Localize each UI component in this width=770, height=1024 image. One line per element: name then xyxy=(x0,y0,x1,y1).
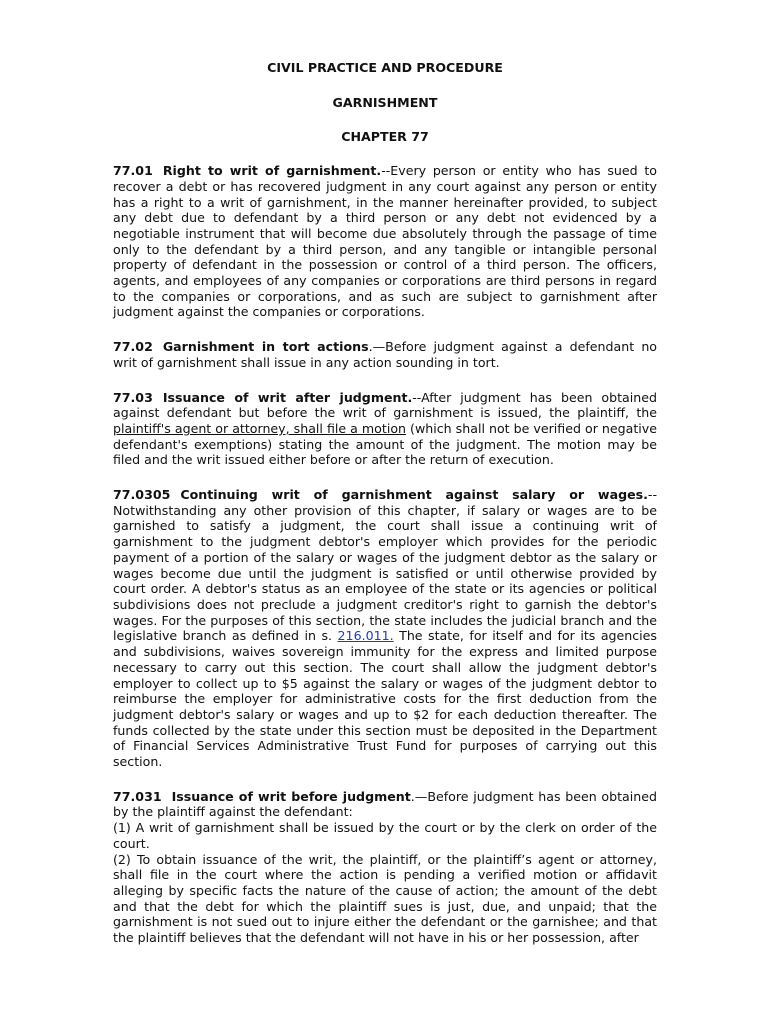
section-body: .—Before judgment has been obtained by the plaintiff against the defendant: xyxy=(113,788,657,820)
section-body: --Every person or entity who has sued to recover a debt or has recovered judgment in any court against any person or entity has a right to a writ of garnishment, in the manner hereinafter provided, to subject any debt due to defendant by a third person or any debt not evidenced by a negotiable instrument that will become due absolutely through the passage of time only to the defendant by a third person, and any tangible or intangible personal property of defendant in the possession or control of a third person. The officers, agents, and employees of any companies or corporations are third persons in regard to the companies or corporations, and as such are subject to garnishment after judgment against the companies or corporations. xyxy=(113,163,657,320)
section-77-0305 xyxy=(113,487,657,770)
section-body: --After judgment has been obtained against defendant but before the writ of garnishment is issued, the plaintiff, the xyxy=(113,389,657,421)
section-number: 77.0305 xyxy=(113,487,171,503)
section-77-02 xyxy=(113,339,657,370)
section-77-031 xyxy=(113,789,657,946)
section-body: --Notwithstanding any other provision of this chapter, if salary or wages are to be garnished to satisfy a judgment, the court shall issue a continuing writ of garnishment to the judgment debtor's employer which provides for the periodic payment of a portion of the salary or wages of the judgment debtor as the salary or wages become due until the judgment is satisfied or until otherwise provided by court order. A debtor's status as an employee of the state or its agencies or political subdivisions does not preclude a judgment creditor's right to garnish the debtor's wages. For the purposes of this section, the state includes the judicial branch and the legislative branch as defined in s. xyxy=(113,487,657,644)
subsection-2: (2) To obtain issuance of the writ, the plaintiff, or the plaintiff’s agent or attorney, shall file in the court where the action is pending a verified motion or affidavit alleging by specific facts the nature of the cause of action; the amount of the debt and that the debt for which the plaintiff sues is just, due, and unpaid; that the garnishment is not sued out to injure either the defendant or the garnishee; and that the plaintiff believes that the defendant will not have in his or her possession, after xyxy=(113,851,657,946)
section-title: Continuing writ of garnishment against salary or wages. xyxy=(180,487,648,503)
section-body-cont: The state, for itself and for its agencies and subdivisions, waives sovereign immunity for the express and limited purpose necessary to carry out this section. The court shall allow the judgment debtor's employer to collect up to $5 against the salary or wages of the judgment debtor to reimburse the employer for administrative costs for the first deduction from the judgment debtor's salary or wages and up to $2 for each deduction thereafter. The funds collected by the state under this section must be deposited in the Department of Financial Services Administrative Trust Fund for purposes of carrying out this section. xyxy=(113,628,657,770)
subsection-1: (1) A writ of garnishment shall be issued by the court or by the clerk on order of the court. xyxy=(113,820,657,851)
section-title: Right to writ of garnishment. xyxy=(162,163,382,179)
section-title: Garnishment in tort actions xyxy=(162,339,369,355)
section-number: 77.02 xyxy=(113,339,153,355)
section-title: Issuance of writ before judgment xyxy=(171,788,411,804)
section-number: 77.031 xyxy=(113,788,162,804)
title-garnishment: GARNISHMENT xyxy=(332,94,438,110)
section-number: 77.03 xyxy=(113,389,153,405)
statute-link[interactable]: 216.011. xyxy=(337,628,394,644)
title-chapter: CHAPTER 77 xyxy=(341,129,429,145)
section-number: 77.01 xyxy=(113,163,153,179)
title-civil-practice: CIVIL PRACTICE AND PROCEDURE xyxy=(267,60,503,75)
section-title: Issuance of writ after judgment. xyxy=(162,389,413,405)
section-77-03 xyxy=(113,390,657,469)
section-77-01 xyxy=(113,163,657,320)
underlined-text: plaintiff's agent or attorney, shall file a motion xyxy=(113,420,407,436)
section-body: .—Before judgment against a defendant no writ of garnishment shall issue in any action sounding in tort. xyxy=(113,339,657,370)
section-body-cont: (which shall not be verified or negative defendant's exemptions) stating the amount of the judgment. The motion may be filed and the writ issued either before or after the return of execution. xyxy=(113,420,657,468)
